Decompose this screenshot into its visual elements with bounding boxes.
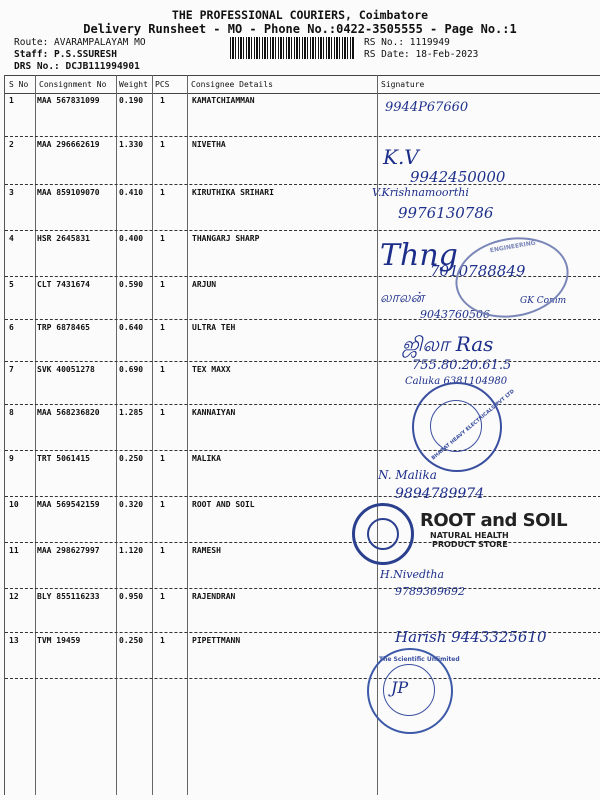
cell-consignment: MAA 296662619 <box>37 140 100 149</box>
cell-consignee: RAMESH <box>192 546 221 555</box>
cell-sno: 4 <box>9 234 14 243</box>
cell-sno: 2 <box>9 140 14 149</box>
signature-5-script: லாலன் <box>380 290 425 306</box>
root-soil-name: ROOT and SOIL <box>420 510 568 531</box>
table-row <box>5 92 600 137</box>
signature-3a: 9942450000 <box>410 168 506 186</box>
cell-consignee: KIRUTHIKA SRIHARI <box>192 188 274 197</box>
runsheet-table <box>4 75 600 795</box>
cell-consignee: KANNAIYAN <box>192 408 236 417</box>
cell-consignment: MAA 859109070 <box>37 188 100 197</box>
cell-pcs: 1 <box>160 365 165 374</box>
cell-consignee: RAJENDRAN <box>192 592 236 601</box>
cell-pcs: 1 <box>160 408 165 417</box>
cell-consignment: TRP 6878465 <box>37 323 90 332</box>
root-soil-logo <box>420 510 567 549</box>
seal-inner-ring <box>367 518 399 550</box>
cell-pcs: 1 <box>160 140 165 149</box>
cell-pcs: 1 <box>160 280 165 289</box>
cell-weight: 1.285 <box>119 408 144 417</box>
cell-weight: 1.330 <box>119 140 144 149</box>
drs-label: DRS No.: DCJB111994901 <box>14 61 140 72</box>
signature-6-scribble: ஜிலா Ras <box>402 332 494 356</box>
col-consignee: Consignee Details <box>191 80 273 89</box>
cell-pcs: 1 <box>160 500 165 509</box>
cell-pcs: 1 <box>160 592 165 601</box>
signature-4-scribble: Thng <box>380 238 458 273</box>
signature-12: Harish 9443325610 <box>395 628 547 646</box>
cell-consignment: TRT 5061415 <box>37 454 90 463</box>
table-row <box>5 542 600 589</box>
cell-consignment: MAA 298627997 <box>37 546 100 555</box>
cell-consignee: TEX MAXX <box>192 365 231 374</box>
cell-sno: 7 <box>9 365 14 374</box>
cell-weight: 0.400 <box>119 234 144 243</box>
rs-date: RS Date: 18-Feb-2023 <box>364 49 479 60</box>
route-label: Route: AVARAMPALAYAM MO <box>14 37 146 48</box>
col-weight: Weight <box>119 80 148 89</box>
cell-consignment: MAA 569542159 <box>37 500 100 509</box>
cell-pcs: 1 <box>160 188 165 197</box>
table-row <box>5 136 600 185</box>
cell-consignee: THANGARJ SHARP <box>192 234 260 243</box>
cell-consignee: PIPETTMANN <box>192 636 241 645</box>
cell-consignment: TVM 19459 <box>37 636 81 645</box>
cell-weight: 0.590 <box>119 280 144 289</box>
cell-consignee: KAMATCHIAMMAN <box>192 96 255 105</box>
col-sno: S No <box>9 80 29 89</box>
signature-2: K.V <box>383 145 419 169</box>
root-soil-seal <box>352 503 414 565</box>
cell-weight: 1.120 <box>119 546 144 555</box>
cell-consignment: CLT 7431674 <box>37 280 90 289</box>
cell-weight: 0.690 <box>119 365 144 374</box>
cell-sno: 11 <box>9 546 19 555</box>
signature-11b: 9789369692 <box>395 585 465 598</box>
signature-11: H.Nivedtha <box>380 568 445 581</box>
cell-weight: 0.410 <box>119 188 144 197</box>
stamp-text: BHARAT HEAVY ELECTRICALS PVT LTD <box>430 388 516 462</box>
cell-consignee: ROOT AND SOIL <box>192 500 255 509</box>
cell-consignment: SVK 40051278 <box>37 365 95 374</box>
table-row <box>5 319 600 362</box>
cell-consignee: MALIKA <box>192 454 221 463</box>
cell-pcs: 1 <box>160 96 165 105</box>
root-soil-sub1: NATURAL HEALTH <box>430 531 509 540</box>
scientific-stamp <box>367 648 460 734</box>
staff-label: Staff: P.S.SSURESH <box>14 49 117 60</box>
cell-consignee: NIVETHA <box>192 140 226 149</box>
signature-3b: V.Krishnamoorthi <box>372 186 469 199</box>
signature-1: 9944P67660 <box>385 100 469 115</box>
cell-sno: 8 <box>9 408 14 417</box>
signature-5: GK Comm <box>520 296 567 306</box>
table-row <box>5 588 600 633</box>
rs-number: RS No.: 1119949 <box>364 37 450 48</box>
cell-pcs: 1 <box>160 454 165 463</box>
bhel-stamp <box>412 382 516 472</box>
signature-7: 755.80.20.61.5 <box>412 358 512 373</box>
signature-4: 7010788849 <box>430 262 526 280</box>
cell-pcs: 1 <box>160 636 165 645</box>
cell-sno: 12 <box>9 592 19 601</box>
signature-9b: 9894789974 <box>395 486 485 502</box>
cell-weight: 0.190 <box>119 96 144 105</box>
signature-9: N. Malika <box>378 468 437 482</box>
signature-3c: 9976130786 <box>398 204 494 222</box>
signature-6: 9043760506 <box>420 308 490 321</box>
cell-weight: 0.320 <box>119 500 144 509</box>
cell-consignment: HSR 2645831 <box>37 234 90 243</box>
stamp-signature: JP <box>391 678 409 697</box>
cell-consignee: ARJUN <box>192 280 217 289</box>
cell-weight: 0.950 <box>119 592 144 601</box>
cell-sno: 5 <box>9 280 14 289</box>
signature-7b: Caluka 6381104980 <box>405 376 508 387</box>
cell-sno: 13 <box>9 636 19 645</box>
root-soil-sub2: PRODUCT STORE <box>432 540 508 549</box>
cell-pcs: 1 <box>160 323 165 332</box>
cell-weight: 0.640 <box>119 323 144 332</box>
cell-sno: 1 <box>9 96 14 105</box>
table-row <box>5 184 600 231</box>
document-title: THE PROFESSIONAL COURIERS, Coimbatore <box>171 8 429 22</box>
cell-weight: 0.250 <box>119 454 144 463</box>
cell-sno: 9 <box>9 454 14 463</box>
cell-weight: 0.250 <box>119 636 144 645</box>
table-row <box>5 450 600 497</box>
cell-pcs: 1 <box>160 234 165 243</box>
cell-consignee: ULTRA TEH <box>192 323 236 332</box>
col-consignment: Consignment No <box>39 80 107 89</box>
stamp-text: The Scientific Unlimited <box>379 656 460 663</box>
barcode <box>230 37 355 59</box>
cell-sno: 10 <box>9 500 19 509</box>
cell-sno: 6 <box>9 323 14 332</box>
cell-consignment: BLY 855116233 <box>37 592 100 601</box>
col-pcs: PCS <box>155 80 170 89</box>
table-row <box>5 404 600 451</box>
cell-consignment: MAA 568236820 <box>37 408 100 417</box>
cell-pcs: 1 <box>160 546 165 555</box>
cell-sno: 3 <box>9 188 14 197</box>
document-subtitle: Delivery Runsheet - MO - Phone No.:0422-3505555 - Page No.:1 <box>83 22 517 36</box>
col-signature: Signature <box>381 80 425 89</box>
stamp-text: ENGINEERING <box>489 239 537 255</box>
cell-consignment: MAA 567831099 <box>37 96 100 105</box>
